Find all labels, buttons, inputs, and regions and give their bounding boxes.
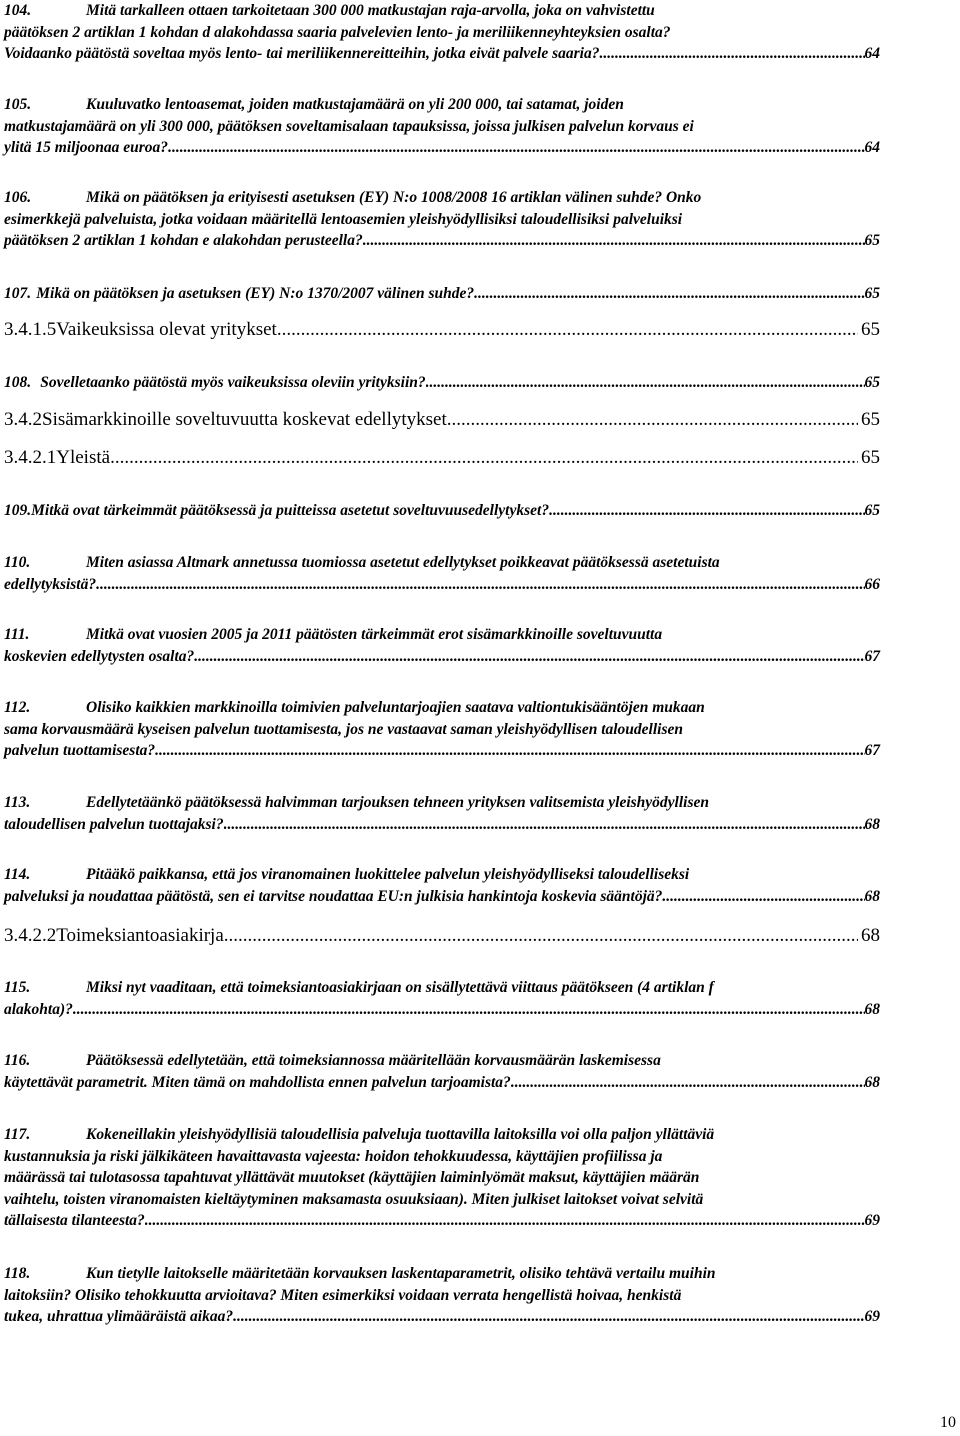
leader-dots xyxy=(110,446,858,470)
entry-number: 113. xyxy=(4,794,31,811)
entry-line: kustannuksia ja riski jälkikäteen havaittavasta vajeesta: hoidon tehokkuudessa, käyttäjien profiilissa ja xyxy=(4,1147,663,1165)
toc-entry xyxy=(4,624,880,667)
entry-last-line[interactable]: päätöksen 2 artiklan 1 kohdan e alakohdan perusteella? ..... 65 xyxy=(4,230,880,252)
page-ref: 68 xyxy=(864,1073,880,1091)
entry-line: määrässä tai tulotasossa tapahtuvat yllättävät muutokset (käyttäjien laiminlyömät maksut, käyttäjien määrän xyxy=(4,1169,700,1186)
page-ref: 65 xyxy=(864,232,880,249)
entry-last-line[interactable]: käytettävät parametrit. Miten tämä on mahdollista ennen palvelun tarjoamista? ..... 68 xyxy=(4,1072,880,1094)
leader-dots xyxy=(96,574,864,596)
entry-last-line[interactable]: 107. Mikä on päätöksen ja asetuksen (EY) N:o 1370/2007 välinen suhde? ..... 65 xyxy=(4,283,880,305)
section-number: 3.4.2.1 xyxy=(4,447,57,468)
entry-number: 109. xyxy=(4,502,32,519)
entry-last-line[interactable]: edellytyksistä? ..... 66 xyxy=(4,574,880,596)
entry-last-line[interactable]: palveluksi ja noudattaa päätöstä, sen ei tarvitse noudattaa EU:n julkisia hankintoja koskevia sääntöjä? ..... 68 xyxy=(4,886,880,908)
page-ref: 67 xyxy=(864,647,880,665)
entry-line: 106. Mikä on päätöksen ja erityisesti asetuksen (EY) N:o 1008/2008 16 artiklan välinen suhde? Onko xyxy=(4,187,880,209)
entry-number: 110. xyxy=(4,554,31,571)
toc-section-heading xyxy=(4,924,880,948)
entry-line: 116. Päätöksessä edellytetään, että toimeksiannossa määritellään korvausmäärän laskemisessa xyxy=(4,1050,880,1072)
entry-line: laitoksiin? Olisiko tehokkuutta arvioitava? Miten esimerkiksi voidaan verrata hengellistä hoivaa, henkistä xyxy=(4,1286,682,1304)
toc-entry xyxy=(4,94,880,159)
page-ref: 64 xyxy=(864,139,880,156)
toc-entry xyxy=(4,1263,880,1328)
toc-entry xyxy=(4,864,880,907)
entry-line: vaihtelu, toisten viranomaisten kieltäytyminen maksamasta osuuksiaan). Miten julkiset laitokset voivat selvitä xyxy=(4,1190,704,1208)
toc-entry xyxy=(4,187,880,252)
toc-entry xyxy=(4,552,880,595)
entry-last-line[interactable]: koskevien edellytysten osalta? ..... 67 xyxy=(4,646,880,668)
entry-last-line[interactable]: 3.4.2 Sisämarkkinoille soveltuvuutta koskevat edellytykset ..... 65 xyxy=(4,408,880,432)
page-ref: 68 xyxy=(864,1000,880,1018)
toc-entry xyxy=(4,1050,880,1093)
page-ref: 65 xyxy=(864,502,880,519)
entry-number: 104. xyxy=(4,2,32,19)
page-ref: 69 xyxy=(864,1308,880,1325)
entry-number: 116. xyxy=(4,1052,31,1069)
toc-section-heading xyxy=(4,408,880,432)
leader-dots xyxy=(233,1306,864,1328)
leader-dots xyxy=(155,740,864,762)
leader-dots xyxy=(662,886,864,908)
leader-dots xyxy=(599,43,864,65)
page-ref: 65 xyxy=(864,285,880,302)
toc-entry xyxy=(4,500,880,522)
entry-line: 113. Edellytetäänkö päätöksessä halvimman tarjouksen tehneen yrityksen valitsemista yleishyödyllisen xyxy=(4,792,880,814)
leader-dots xyxy=(224,924,858,948)
leader-dots xyxy=(447,408,858,432)
entry-last-line[interactable]: 109. Mitkä ovat tärkeimmät päätöksessä ja puitteissa asetetut soveltuvuusedellytykset? ..... 65 xyxy=(4,500,880,522)
page-ref: 68 xyxy=(864,887,880,905)
page-ref: 65 xyxy=(861,319,880,340)
page-number: 10 xyxy=(940,1414,956,1431)
entry-line: 114. Pitääkö paikkansa, että jos viranomainen luokittelee palvelun yleishyödylliseksi taloudelliseksi xyxy=(4,864,880,886)
toc-entry xyxy=(4,1124,880,1232)
entry-number: 115. xyxy=(4,979,31,996)
entry-line: matkustajamäärä on yli 300 000, päätöksen soveltamisalaan tapauksissa, joissa julkisen palvelun korvaus ei xyxy=(4,117,694,135)
entry-line: 104. Mitä tarkalleen ottaen tarkoitetaan 300 000 matkustajan raja-arvolla, joka on vahvistettu xyxy=(4,0,880,22)
toc-section-heading xyxy=(4,318,880,342)
toc-entry xyxy=(4,372,880,394)
section-number: 3.4.2.2 xyxy=(4,925,57,946)
leader-dots xyxy=(363,230,865,252)
leader-dots xyxy=(145,1210,865,1232)
leader-dots xyxy=(277,318,858,342)
entry-line: 118. Kun tietylle laitokselle määritetään korvauksen laskentaparametrit, olisiko tehtävä vertailu muihin xyxy=(4,1263,880,1285)
entry-line: sama korvausmäärä kyseisen palvelun tuottamisesta, jos ne vastaavat saman yleishyödyllisen taloudellisen xyxy=(4,720,684,738)
entry-number: 117. xyxy=(4,1126,31,1143)
leader-dots xyxy=(224,814,865,836)
entry-number: 108. xyxy=(4,374,32,391)
toc-entry xyxy=(4,697,880,762)
page-ref: 65 xyxy=(861,409,880,430)
leader-dots xyxy=(426,372,865,394)
entry-last-line[interactable]: 3.4.1.5 Vaikeuksissa olevat yritykset ..... 65 xyxy=(4,318,880,342)
entry-number: 105. xyxy=(4,96,32,113)
entry-last-line[interactable]: tukea, uhrattua ylimääräistä aikaa? ..... 69 xyxy=(4,1306,880,1328)
leader-dots xyxy=(474,283,864,305)
entry-line: 112. Olisiko kaikkien markkinoilla toimivien palveluntarjoajien saatava valtiontukisääntöjen mukaan xyxy=(4,697,880,719)
page-ref: 66 xyxy=(864,575,880,593)
entry-number: 114. xyxy=(4,866,31,883)
entry-last-line[interactable]: taloudellisen palvelun tuottajaksi? ..... 68 xyxy=(4,814,880,836)
entry-line: päätöksen 2 artiklan 1 kohdan d alakohdassa saaria palvelevien lento- ja meriliikenneyhteyksien osalta? xyxy=(4,23,671,41)
leader-dots xyxy=(511,1072,865,1094)
entry-number: 112. xyxy=(4,699,31,716)
entry-last-line[interactable]: 3.4.2.1 Yleistä ..... 65 xyxy=(4,446,880,470)
leader-dots xyxy=(73,999,865,1021)
entry-line: 111. Mitkä ovat vuosien 2005 ja 2011 päätösten tärkeimmät erot sisämarkkinoille soveltuvuutta xyxy=(4,624,880,646)
entry-last-line[interactable]: tällaisesta tilanteesta? ..... 69 xyxy=(4,1210,880,1232)
leader-dots xyxy=(168,137,864,159)
entry-number: 106. xyxy=(4,189,32,206)
page-ref: 67 xyxy=(864,742,880,759)
toc-entry xyxy=(4,0,880,65)
entry-line: 115. Miksi nyt vaaditaan, että toimeksiantoasiakirjaan on sisällytettävä viittaus päätökseen (4 artiklan f xyxy=(4,977,880,999)
page-ref: 69 xyxy=(864,1212,880,1229)
entry-last-line[interactable]: ylitä 15 miljoonaa euroa? ..... 64 xyxy=(4,137,880,159)
page-ref: 65 xyxy=(864,374,880,391)
entry-line: 110. Miten asiassa Altmark annetussa tuomiossa asetetut edellytykset poikkeavat päätöksessä asetetuista xyxy=(4,552,880,574)
page-ref: 68 xyxy=(861,925,880,946)
section-number: 3.4.2 xyxy=(4,409,42,430)
entry-number: 118. xyxy=(4,1265,31,1282)
entry-number: 107. xyxy=(4,285,32,302)
toc-entry xyxy=(4,792,880,835)
entry-line: 105. Kuuluvatko lentoasemat, joiden matkustajamäärä on yli 200 000, tai satamat, joiden xyxy=(4,94,880,116)
entry-last-line[interactable]: palvelun tuottamisesta? ..... 67 xyxy=(4,740,880,762)
page-ref: 64 xyxy=(864,45,880,62)
entry-last-line[interactable]: 108. Sovelletaanko päätöstä myös vaikeuksissa oleviin yrityksiin? ..... 65 xyxy=(4,372,880,394)
entry-last-line[interactable]: Voidaanko päätöstä soveltaa myös lento- tai meriliikennereitteihin, jotka eivät palvele saaria? ..... 64 xyxy=(4,43,880,65)
entry-last-line[interactable]: alakohta)? ..... 68 xyxy=(4,999,880,1021)
toc-entry xyxy=(4,977,880,1020)
toc-entry xyxy=(4,283,880,305)
entry-number: 111. xyxy=(4,626,30,643)
section-number: 3.4.1.5 xyxy=(4,319,57,340)
entry-last-line[interactable]: 3.4.2.2 Toimeksiantoasiakirja ..... 68 xyxy=(4,924,880,948)
toc-section-heading xyxy=(4,446,880,470)
page-ref: 68 xyxy=(864,815,880,833)
leader-dots xyxy=(549,500,864,522)
leader-dots xyxy=(194,646,864,668)
page-ref: 65 xyxy=(861,447,880,468)
entry-line: 117. Kokeneillakin yleishyödyllisiä taloudellisia palveluja tuottavilla laitoksilla voi olla paljon yllättäviä xyxy=(4,1124,880,1146)
entry-line: esimerkkejä palveluista, jotka voidaan määritellä lentoasemien yleishyödyllisiksi taloudellisiksi palveluiksi xyxy=(4,210,683,228)
